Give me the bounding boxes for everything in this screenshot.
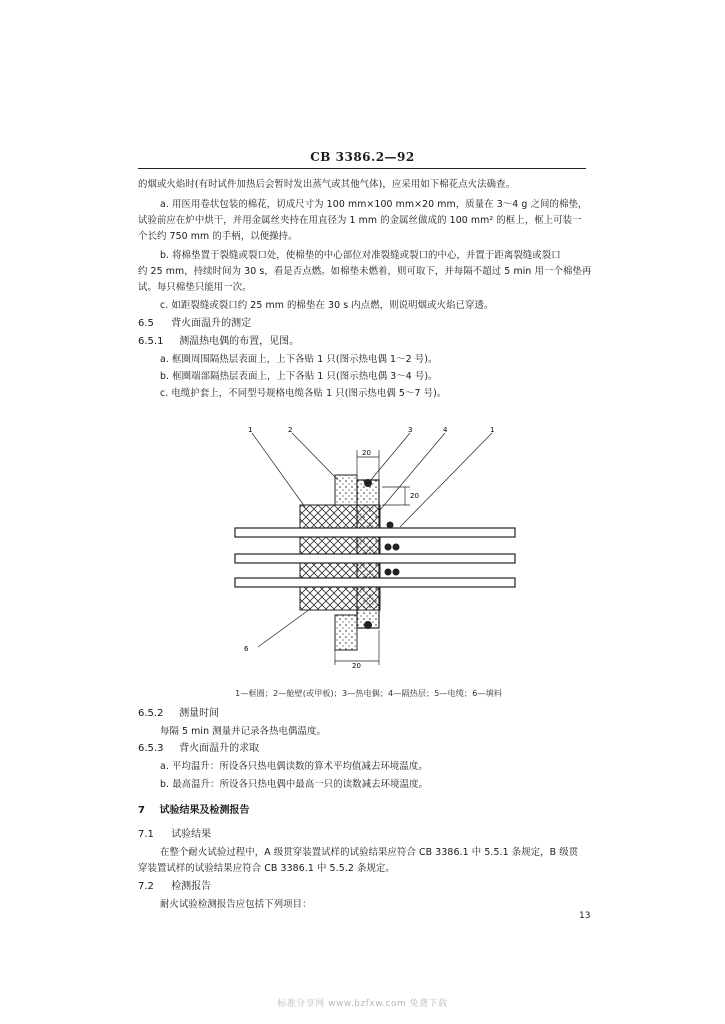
section-title: 测量时间 <box>179 708 220 719</box>
paragraph-line: 在整个耐火试验过程中，A 级贯穿装置试样的试验结果应符合 CB 3386.1 中 5.5.1 条规定，B 级贯 <box>160 847 579 858</box>
figure-caption: 1—框圈；2—舱壁(或甲板)；3—热电偶；4—隔热层；5—电缆；6—填料 <box>235 688 502 698</box>
bulkhead-bottom <box>335 615 357 650</box>
list-item: a. 平均温升：所设各只热电偶读数的算术平均值减去环境温度。 <box>160 761 428 772</box>
page-number: 13 <box>579 911 591 921</box>
callout-label: 1 <box>490 426 495 434</box>
header-rule <box>138 168 586 169</box>
list-item: b. 框圈端部隔热层表面上，上下各贴 1 只(图示热电偶 3～4 号)。 <box>160 371 438 382</box>
thermocouple-icon <box>393 569 400 576</box>
section-6-5-heading <box>138 317 251 331</box>
section-6-5-2-heading <box>138 707 219 721</box>
item-c-line: c. 如距裂缝或裂口约 25 mm 的棉垫在 30 s 内点燃，则说明烟或火焰已穿透。 <box>160 300 494 311</box>
section-title: 背火面温升的求取 <box>179 743 260 754</box>
list-item: a. 框圈周围隔热层表面上，上下各贴 1 只(图示热电偶 1～2 号)。 <box>160 354 438 365</box>
paragraph-line: 耐火试验检测报告应包括下列项目： <box>160 899 312 910</box>
section-7-heading <box>138 804 249 818</box>
thermocouple-icon <box>364 621 372 629</box>
item-b-line: b. 将棉垫置于裂缝或裂口处，使棉垫的中心部位对准裂缝或裂口的中心，并置于距离裂缝或裂口 <box>160 250 561 261</box>
callout-label: 1 <box>248 426 253 434</box>
dimension-label: 20 <box>352 662 361 670</box>
callout-label: 2 <box>288 426 293 434</box>
section-7-1-heading <box>138 828 211 842</box>
section-7-2-heading <box>138 880 211 894</box>
insulation-block <box>300 505 380 530</box>
paragraph-line: 的烟或火焰时(有时试件加热后会暂时发出蒸气或其他气体)，应采用如下棉花点火法确查。 <box>138 179 516 190</box>
thermocouple-icon <box>387 522 394 529</box>
callout-label: 4 <box>443 426 448 434</box>
dimension-label: 20 <box>362 449 371 457</box>
section-title: 试验结果 <box>171 829 212 840</box>
item-b-line: 试。每只棉垫只能用一次。 <box>138 282 252 293</box>
section-6-5-3-heading <box>138 742 259 756</box>
cable <box>235 528 515 537</box>
cable <box>235 578 515 587</box>
watermark-footer: 标准分享网 www.bzfxw.com 免费下载 <box>277 999 448 1009</box>
paragraph-line: 穿装置试样的试验结果应符合 CB 3386.1 中 5.5.2 条规定。 <box>138 863 395 874</box>
section-number: 7.2 <box>138 881 154 892</box>
list-item: b. 最高温升：所设各只热电偶中最高一只的读数减去环境温度。 <box>160 779 429 790</box>
item-a-line: a. 用医用卷状包装的棉花，切成尺寸为 100 mm×100 mm×20 mm，质量在 3～4 g 之间的棉垫， <box>160 199 588 210</box>
bulkhead-top <box>335 475 357 505</box>
section-number: 7.1 <box>138 829 154 840</box>
section-6-5-1-heading <box>138 335 299 349</box>
section-title: 检测报告 <box>171 881 212 892</box>
section-number: 6.5.1 <box>138 336 164 347</box>
section-number: 6.5 <box>138 318 154 329</box>
callout-label: 3 <box>408 426 413 434</box>
list-item: c. 电缆护套上，不同型号规格电缆各贴 1 只(图示热电偶 5～7 号)。 <box>160 388 447 399</box>
cable <box>235 554 515 563</box>
thermocouple-icon <box>393 544 400 551</box>
standard-header: CB 3386.2—92 <box>310 150 415 164</box>
section-title: 试验结果及检测报告 <box>159 805 250 816</box>
dimension-label: 20 <box>410 492 419 500</box>
item-b-line: 约 25 mm，持续时间为 30 s，看是否点燃。如棉垫未燃着，则可取下，并每隔不超过 5 min 用一个棉垫再 <box>138 266 592 277</box>
section-title: 测温热电偶的布置，见图。 <box>179 336 300 347</box>
insulation-block <box>300 585 380 610</box>
paragraph-line: 每隔 5 min 测量并记录各热电偶温度。 <box>160 726 326 737</box>
callout-label: 6 <box>244 645 249 653</box>
section-number: 6.5.3 <box>138 743 164 754</box>
section-title: 背火面温升的测定 <box>171 318 252 329</box>
item-a-line: 试验前应在炉中烘干，并用金属丝夹持在用直径为 1 mm 的金属丝做成的 100 mm² 的框上，框上可装一 <box>138 215 582 226</box>
item-a-line: 个长约 750 mm 的手柄，以便操持。 <box>138 231 298 242</box>
thermocouple-icon <box>385 544 392 551</box>
penetration-figure <box>230 425 520 670</box>
thermocouple-icon <box>385 569 392 576</box>
section-number: 7 <box>138 805 145 816</box>
section-number: 6.5.2 <box>138 708 164 719</box>
